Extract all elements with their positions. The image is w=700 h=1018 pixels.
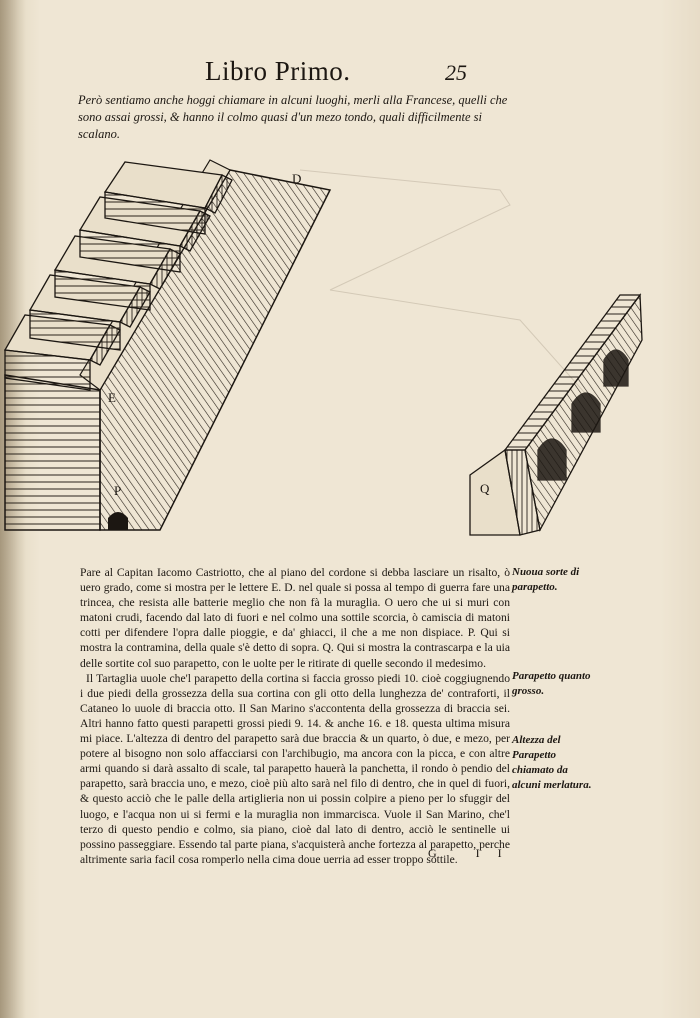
running-header xyxy=(205,56,505,92)
figure-label-q: Q xyxy=(480,481,490,496)
signature-mark: G II xyxy=(428,846,520,860)
margin-note: Parapetto quanto grosso. xyxy=(512,670,591,697)
margin-note: Nuoua sorte di parapetto. xyxy=(512,566,580,593)
intro-paragraph: Però sentiamo anche hoggi chiamare in alcuni luoghi, merli alla Francese, quelli che sono assai grossi, & hanno il colmo quasi d'un mezo tondo, quali difficilmente si scalano. xyxy=(78,93,508,141)
figure-label-p: P xyxy=(114,483,122,498)
running-title: Libro Primo. xyxy=(205,56,351,86)
body-text xyxy=(80,565,510,867)
page-number: 25 xyxy=(445,60,467,85)
body-paragraph: Il Tartaglia uuole che'l parapetto della cortina si faccia grosso piedi 10. cioè coggiugnendo i due piedi della grossezza della sua cortina con gli otto della lunghezza de' contraforti, il Cataneo lo uuole di braccia otto. Il San Marino s'accontenta della grossezza di braccia sei. Altri hanno fatto questi parapetti grossi piedi 9. 14. & anche 16. e 18. questa ultima misura mi piace. L'altezza di dentro del parapetto sarà due braccia & un quarto, ò due, e mezo, per potere al bisogno non solo affacciarsi con l'archibugio, ma ancora con la picca, e con altre armi quando si darà assalto di scale, tal parapetto hauerà la panchetta, il rondo ò pendio del parapetto, sarà braccia uno, e mezo, cioè più alto sarà nel filo di dentro, che in quel di fuori, & questo acciò che le palle della artiglieria non ui possin colpire a pieno per lo sfuggir del luogo, e l'acqua non ui si fermi e la muraglia non immarcisca. Vuole il San Marino, che'l terzo di questo pendio e colmo, sia piano, cioè dal lato di dentro, acciò le sentinelle ui possino passeggiare. Essendo tal parte piana, s'acquisterà anche fortezza al parapetto, perche altrimente saria facil cosa romperlo nella cima doue uerria ad esser troppo sottile. xyxy=(80,671,510,866)
margin-note: Altezza del Parapetto chiamato da alcuni merlatura. xyxy=(512,734,592,791)
show-through-lines xyxy=(300,170,600,410)
body-paragraph: Pare al Capitan Iacomo Castriotto, che al piano del cordone si debba lasciare un risalto, ò uero grado, come si mostra per le lettere E. D. nel quale si possa al tempo di guerra fare una trincea, che resista alle batterie meglio che non fà la muraglia. O uero che ui si muri con matoni crudi, facendo dal lato di fuori e nel colmo una sottile scorcia, ò camiscia di matoni cotti per difendere l'opra dalle pioggie, e da' ghiacci, il che a me non dispiace. P. Qui si mostra la contramina, della quale s'è detto di sopra. Q. Qui si mostra la contrascarpa e la uia delle sortite col suo parapetto, con le uolte per le ritirate di quelle secondo il medesimo. xyxy=(80,566,510,670)
figure-label-d: D xyxy=(292,171,302,186)
counterscarp-passage xyxy=(470,295,642,535)
rampart-wall xyxy=(5,160,330,530)
woodcut-illustration xyxy=(0,150,700,550)
figure-label-e: E xyxy=(108,390,116,405)
